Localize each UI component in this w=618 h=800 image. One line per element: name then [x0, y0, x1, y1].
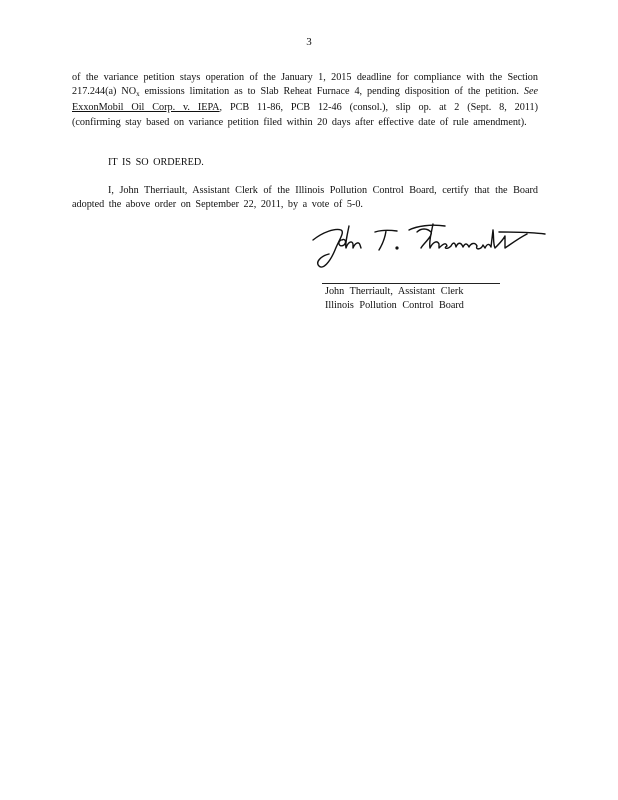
variance-paragraph: [72, 71, 538, 130]
signature-block: [325, 285, 464, 313]
signer-organization: Illinois Pollution Control Board: [325, 300, 464, 311]
case-citation: ExxonMobil Oil Corp. v. IEPA: [72, 102, 220, 114]
paragraph-text-2: emissions limitation as to Slab Reheat Furnace 4, pending disposition of the petition.: [139, 86, 524, 98]
signature-line: [322, 283, 500, 284]
paragraph-text-1: of the variance petition stays operation of the January 1, 2015 deadline for compliance with the Section 217.244(a) NO: [72, 72, 538, 98]
see-signal: See: [523, 86, 538, 98]
order-statement: IT IS SO ORDERED.: [108, 157, 204, 168]
certification-paragraph: I, John Therriault, Assistant Clerk of the Illinois Pollution Control Board, certify that the Board adopted the above order on September 22, 2011, by a vote of 5-0.: [72, 185, 538, 211]
signer-name-title: John Therriault, Assistant Clerk: [325, 286, 464, 297]
handwritten-signature: [305, 218, 550, 276]
nox-subscript: x: [136, 90, 140, 99]
paragraph-text-3: , PCB 11-86, PCB 12-46 (consol.), slip op. at 2 (Sept. 8, 2011) (confirming stay based on variance petition filed within 20 days after effective date of rule amendment).: [72, 102, 539, 128]
page-number: 3: [306, 36, 312, 48]
